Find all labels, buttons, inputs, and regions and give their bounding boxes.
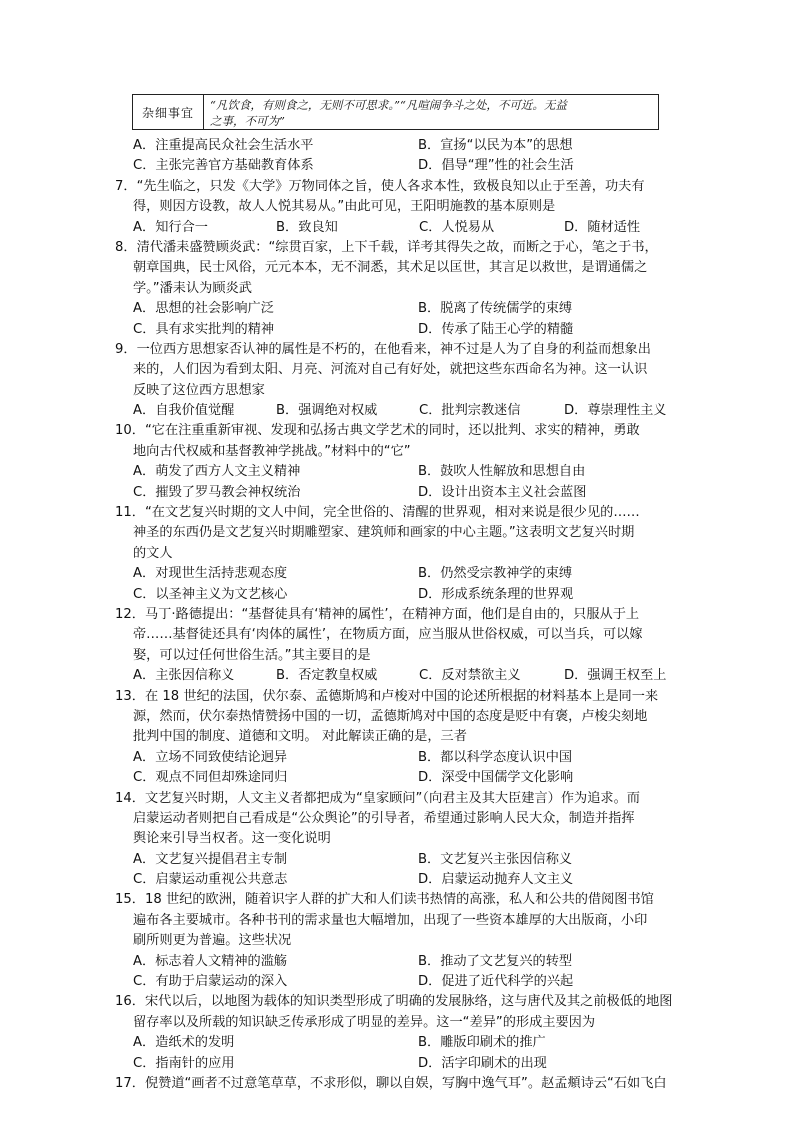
question-q16 bbox=[115, 992, 685, 1074]
answer-option[interactable]: C．有助于启蒙运动的深入 bbox=[133, 974, 288, 990]
question-stem-line: 帝……基督徒还具有‘肉体的属性’，在物质方面，应当服从世俗权威，可以当兵，可以嫁 bbox=[133, 627, 643, 643]
options-row bbox=[115, 850, 685, 870]
question-stem-line: 刷所则更为普遍。这些状况 bbox=[133, 933, 292, 949]
answer-option[interactable]: B．都以科学态度认识中国 bbox=[418, 749, 573, 765]
answer-option[interactable]: C．摧毁了罗马教会神权统治 bbox=[133, 484, 301, 500]
answer-option[interactable]: C．指南针的应用 bbox=[133, 1055, 235, 1071]
question-stem-line: 批判中国的制度、道德和文明。 对此解读正确的是，三者 bbox=[133, 729, 467, 745]
answer-option[interactable]: A．自我价值觉醒 bbox=[133, 403, 235, 419]
question-stem-line: 9．一位西方思想家否认神的属性是不朽的，在他看来，神不过是人为了自身的利益而想象出 bbox=[115, 341, 651, 357]
options-row bbox=[115, 870, 685, 890]
answer-option[interactable]: A．思想的社会影响广泛 bbox=[133, 301, 274, 317]
question-stem-line: 的文人 bbox=[133, 545, 173, 561]
question-stem-line: 8．清代潘耒盛赞顾炎武：“综贯百家，上下千载，详考其得失之故，而断之于心，笔之于书， bbox=[115, 239, 658, 255]
question-stem-line: 14．文艺复兴时期，人文主义者都把成为“皇家顾问”（向君主及其大臣建言）作为追求。而 bbox=[115, 790, 640, 806]
answer-option[interactable]: B．鼓吹人性解放和思想自由 bbox=[418, 464, 586, 480]
question-q14 bbox=[115, 789, 685, 891]
answer-option[interactable]: C．以圣神主义为文艺核心 bbox=[133, 586, 288, 602]
options-row bbox=[115, 462, 685, 482]
question-stem-line: 12．马丁·路德提出：“基督徒具有‘精神的属性’，在精神方面，他们是自由的，只服从于上 bbox=[115, 606, 640, 622]
question-stem-line: 舆论来引导当权者。这一变化说明 bbox=[133, 831, 331, 847]
options-row bbox=[115, 768, 685, 788]
options-row bbox=[115, 156, 685, 176]
answer-option[interactable]: D．促进了近代科学的兴起 bbox=[418, 974, 574, 990]
options-row bbox=[115, 952, 685, 972]
options-row bbox=[115, 1033, 685, 1053]
options-row bbox=[115, 748, 685, 768]
quote-table bbox=[132, 94, 659, 130]
question-stem-line: 源，然而，伏尔泰热情赞扬中国的一切，孟德斯鸠对中国的态度是贬中有褒，卢梭尖刻地 bbox=[133, 708, 648, 724]
answer-option[interactable]: B．脱离了传统儒学的束缚 bbox=[418, 301, 573, 317]
answer-option[interactable]: A．标志着人文精神的滥觞 bbox=[133, 953, 288, 969]
options-row bbox=[115, 136, 685, 156]
question-q6 bbox=[115, 136, 685, 177]
answer-option[interactable]: B．仍然受宗教神学的束缚 bbox=[418, 566, 573, 582]
question-stem-line: 来的，人们因为看到太阳、月亮、河流对自己有好处，就把这些东西命名为神。这一认识 bbox=[133, 362, 648, 378]
table-body-cell bbox=[204, 95, 658, 129]
answer-option[interactable]: B．宣扬“以民为本”的思想 bbox=[418, 138, 573, 153]
options-row bbox=[115, 218, 685, 238]
answer-option[interactable]: B．雕版印刷术的推广 bbox=[418, 1035, 546, 1051]
answer-option[interactable]: D．强调王权至上 bbox=[564, 668, 667, 684]
question-stem-line: 11．“在文艺复兴时期的文人中间，完全世俗的、清醒的世界观，相对来说是很少见的…… bbox=[115, 505, 640, 521]
question-stem-line: 学。”潘耒认为顾炎武 bbox=[133, 280, 252, 296]
answer-option[interactable]: A．造纸术的发明 bbox=[133, 1035, 235, 1051]
answer-option[interactable]: A．立场不同致使结论迥异 bbox=[133, 749, 288, 765]
question-q11 bbox=[115, 503, 685, 605]
answer-option[interactable]: B．致良知 bbox=[276, 219, 338, 235]
question-list bbox=[115, 136, 685, 1094]
answer-option[interactable]: D．传承了陆王心学的精髓 bbox=[418, 321, 574, 337]
table-header-cell: 杂细事宜 bbox=[133, 95, 204, 129]
answer-option[interactable]: C．观点不同但却殊途同归 bbox=[133, 770, 288, 786]
question-stem-line: 地向古代权威和基督教神学挑战。”材料中的“它” bbox=[133, 443, 411, 459]
answer-option[interactable]: B．否定教皇权威 bbox=[276, 668, 378, 684]
answer-option[interactable]: C．批判宗教迷信 bbox=[419, 403, 521, 419]
question-stem-line: 娶，可以过任何世俗生活。”其主要目的是 bbox=[133, 647, 371, 663]
question-q17 bbox=[115, 1074, 685, 1094]
question-q13 bbox=[115, 687, 685, 789]
answer-option[interactable]: A．注重提高民众社会生活水平 bbox=[133, 138, 314, 153]
question-stem-line: 10．“它在注重重新审视、发现和弘扬古典文学艺术的同时，还以批判、求实的精神，勇敢 bbox=[115, 423, 640, 439]
options-row bbox=[115, 1054, 685, 1074]
answer-option[interactable]: C．主张完善官方基础教育体系 bbox=[133, 158, 314, 174]
question-stem-line: 16．宋代以后，以地图为载体的知识类型形成了明确的发展脉络，这与唐代及其之前极低的地图 bbox=[115, 994, 673, 1010]
question-stem-line: 得，则因方设教，故人人悦其易从。”由此可见，王阳明施教的基本原则是 bbox=[133, 199, 556, 215]
options-row bbox=[115, 585, 685, 605]
question-q7 bbox=[115, 177, 685, 238]
answer-option[interactable]: B．推动了文艺复兴的转型 bbox=[418, 953, 573, 969]
answer-option[interactable]: D．活字印刷术的出现 bbox=[418, 1055, 547, 1071]
question-stem-line: 7．“先生临之，只发《大学》万物同体之旨，使人各求本性，致极良知以止于至善，功夫有 bbox=[115, 178, 645, 194]
question-stem-line: 朝章国典，民士风俗，元元本本，无不洞悉，其术足以匡世，其言足以救世，是谓通儒之 bbox=[133, 260, 648, 276]
options-row bbox=[115, 299, 685, 319]
answer-option[interactable]: A．萌发了西方人文主义精神 bbox=[133, 464, 301, 480]
question-stem-line: 17．倪赞道“画者不过意笔草草，不求形似，聊以自娱，写胸中逸气耳”。赵孟頫诗云“石如飞白 bbox=[115, 1075, 667, 1091]
options-row bbox=[115, 972, 685, 992]
options-row bbox=[115, 564, 685, 584]
question-stem-line: 留存率以及所载的知识缺乏传承形成了明显的差异。这一“差异”的形成主要因为 bbox=[133, 1014, 596, 1030]
question-q8 bbox=[115, 238, 685, 340]
answer-option[interactable]: B．强调绝对权威 bbox=[276, 403, 378, 419]
answer-option[interactable]: C．人悦易从 bbox=[419, 219, 495, 235]
question-stem-line: 遍布各主要城市。各种书刊的需求量也大幅增加，出现了一些资本雄厚的大出版商，小印 bbox=[133, 912, 648, 928]
answer-option[interactable]: D．启蒙运动抛弃人文主义 bbox=[418, 872, 574, 888]
answer-option[interactable]: C．具有求实批判的精神 bbox=[133, 321, 275, 337]
table-body-line: “凡饮食，有则食之，无则不可思求。”“凡喧闹争斗之处，不可近。无益 bbox=[210, 98, 567, 112]
question-q15 bbox=[115, 890, 685, 992]
question-q9 bbox=[115, 340, 685, 422]
question-stem-line: 神圣的东西仍是文艺复兴时期雕塑家、建筑师和画家的中心主题。”这表明文艺复兴时期 bbox=[133, 525, 635, 541]
answer-option[interactable]: C．反对禁欲主义 bbox=[419, 668, 521, 684]
question-stem-line: 13．在 18 世纪的法国，伏尔泰、孟德斯鸠和卢梭对中国的论述所根据的材料基本上是同一来 bbox=[115, 688, 659, 704]
answer-option[interactable]: D．倡导“理”性的社会生活 bbox=[418, 158, 574, 174]
options-row bbox=[115, 483, 685, 503]
answer-option[interactable]: D．形成系统条理的世界观 bbox=[418, 586, 574, 602]
question-q12 bbox=[115, 605, 685, 687]
question-stem-line: 反映了这位西方思想家 bbox=[133, 382, 265, 398]
answer-option[interactable]: A．文艺复兴提倡君主专制 bbox=[133, 851, 288, 867]
answer-option[interactable]: D．深受中国儒学文化影响 bbox=[418, 770, 574, 786]
answer-option[interactable]: D．设计出资本主义社会蓝图 bbox=[418, 484, 587, 500]
options-row bbox=[115, 320, 685, 340]
question-stem-line: 启蒙运动者则把自己看成是“公众舆论”的引导者，希望通过影响人民大众，制造并指挥 bbox=[133, 810, 635, 826]
answer-option[interactable]: D．随材适性 bbox=[564, 219, 641, 235]
answer-option[interactable]: A．知行合一 bbox=[133, 219, 208, 235]
answer-option[interactable]: C．启蒙运动重视公共意志 bbox=[133, 872, 288, 888]
options-row bbox=[115, 666, 685, 686]
options-row bbox=[115, 401, 685, 421]
answer-option[interactable]: A．对现世生活持悲观态度 bbox=[133, 566, 288, 582]
answer-option[interactable]: B．文艺复兴主张因信称义 bbox=[418, 851, 573, 867]
question-stem-line: 15．18 世纪的欧洲，随着识字人群的扩大和人们读书热情的高涨，私人和公共的借阅图书馆 bbox=[115, 892, 654, 908]
answer-option[interactable]: D．尊崇理性主义 bbox=[564, 403, 667, 419]
question-q10 bbox=[115, 421, 685, 503]
answer-option[interactable]: A．主张因信称义 bbox=[133, 668, 235, 684]
table-body-line: 之事，不可为” bbox=[210, 114, 285, 128]
